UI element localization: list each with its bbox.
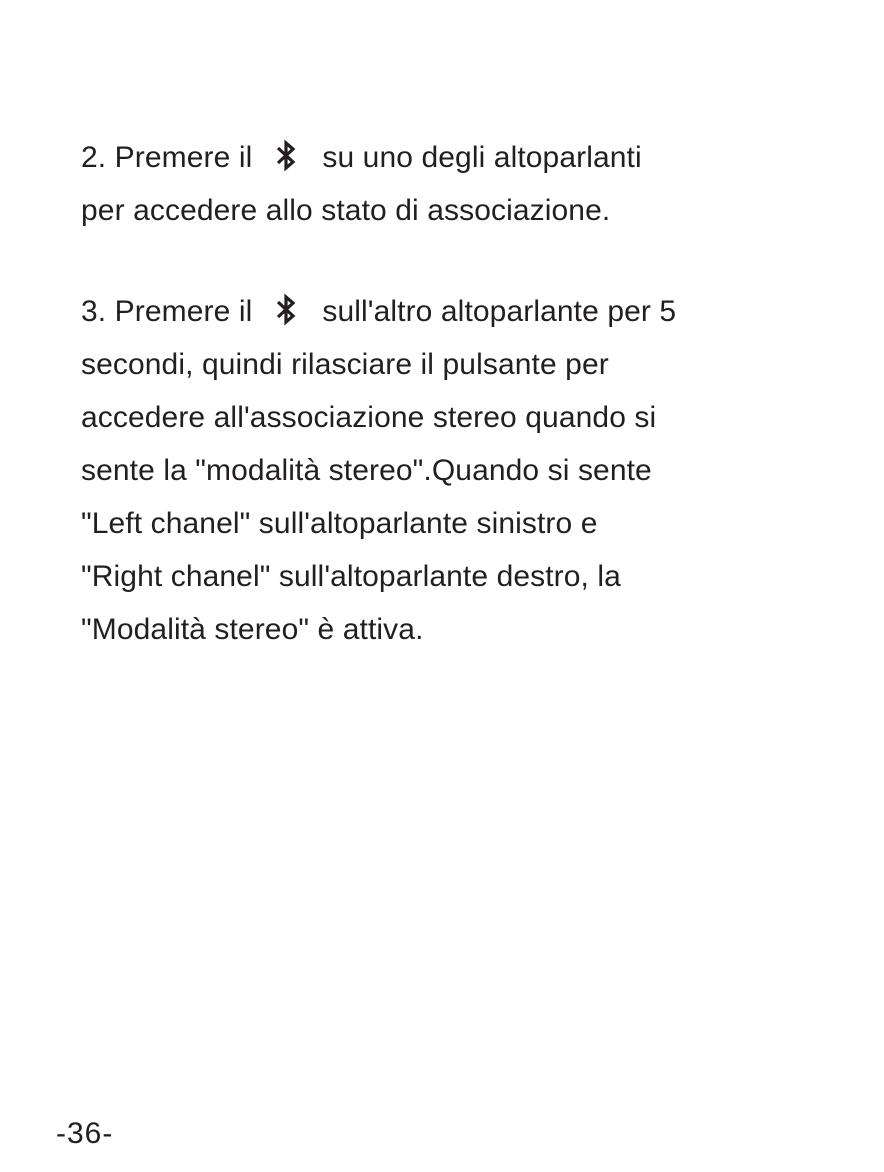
step-2-text-after-icon: su uno degli altoparlanti: [322, 141, 642, 174]
page-number: -36-: [56, 1117, 114, 1150]
step-2-line-2: per accedere allo stato di associazione.: [81, 194, 611, 227]
step-3-line-3: accedere all'associazione stereo quando si: [81, 401, 657, 434]
step-3-line-6: "Right chanel" sull'altoparlante destro, la: [81, 560, 621, 593]
step-3-text-before-icon: 3. Premere il: [81, 295, 253, 328]
step-3-text-after-icon: sull'altro altoparlante per 5: [322, 295, 677, 328]
step-3-line-7: "Modalità stereo" è attiva.: [81, 613, 424, 646]
step-3-line-4: sente la "modalità stereo".Quando si sente: [81, 454, 652, 487]
step-3-line-1: [81, 285, 871, 338]
step-3-line-5: "Left chanel" sull'altoparlante sinistro e: [81, 507, 598, 540]
step-2-text-before-icon: 2. Premere il: [81, 141, 253, 174]
bluetooth-icon: [272, 137, 300, 175]
step-3-line-2: secondi, quindi rilasciare il pulsante per: [81, 348, 609, 381]
step-2-paragraph: [81, 131, 871, 237]
step-3-paragraph: [81, 285, 871, 656]
step-2-line-1: [81, 131, 871, 184]
bluetooth-icon: [272, 291, 300, 329]
